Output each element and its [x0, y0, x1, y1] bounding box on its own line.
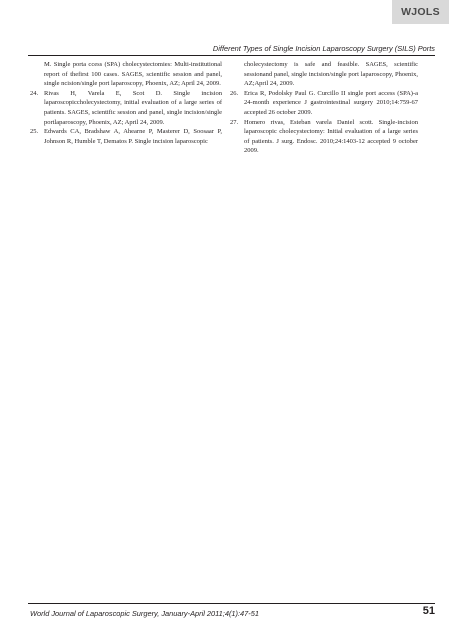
- reference-item: [230, 60, 418, 89]
- reference-text: Erica R, Podolsky Paul G. Curcillo II single port access (SPA)-a 24-month experience J gastrointestinal surgery 2010;14:759-67 accepted 26 october 2009.: [244, 89, 418, 116]
- header-divider: [28, 55, 435, 56]
- reference-number: 27.: [230, 118, 239, 126]
- reference-text: M. Single porta ccess (SPA) cholecystectomies: Multi-institutional report of thefirst 100 cases. SAGES, scientific session and panel, single ncision/single port laparoscopy, Phoenix, AZ; April 24, 2009.: [44, 61, 222, 88]
- journal-logo: [392, 0, 449, 24]
- reference-number: 24.: [30, 89, 39, 97]
- reference-item: [30, 127, 222, 146]
- page-number: 51: [422, 605, 435, 617]
- journal-logo-text: WJOLS: [401, 6, 440, 18]
- reference-number: 25.: [30, 128, 39, 136]
- footer-divider: [28, 603, 435, 604]
- running-title: Different Types of Single Incision Laparoscopy Surgery (SILS) Ports: [212, 44, 435, 53]
- reference-text: Rivas H, Varela E, Scot D. Single incision laparoscopiccholecystectomy, initial evaluation of a large series of patients. SAGES, scientific session and panel, single incision/single portlaparoscopy, Phoenix, AZ; April 24, 2009.: [44, 89, 222, 126]
- journal-citation: World Journal of Laparoscopic Surgery, January-April 2011;4(1):47-51: [30, 609, 259, 618]
- reference-item: [30, 60, 222, 89]
- reference-item: [30, 89, 222, 127]
- reference-text: cholecystectomy is safe and feasible. SAGES, scientific sessionand panel, single incision/single port laparoscopy, Phoenix, AZ;April 24, 2009.: [244, 61, 418, 88]
- reference-text: Homero rivas, Esteban varela Daniel scott. Single-incision laparoscopic cholecystectomy: Initial evaluation of a large series of patients. J surg. Endosc. 2010;24:1403-12 accepted 9 october 2009.: [244, 118, 418, 155]
- reference-text: Edwards CA, Bradshaw A, Ahearne P, Masterer D, Soosaar P, Johnson R, Humble T, Dematos P. Single incision laparoscopic: [44, 128, 222, 145]
- reference-item: [230, 118, 418, 156]
- reference-item: [230, 89, 418, 118]
- reference-number: 26.: [230, 89, 239, 97]
- references-left-column: [30, 60, 222, 146]
- references-right-column: [230, 60, 418, 156]
